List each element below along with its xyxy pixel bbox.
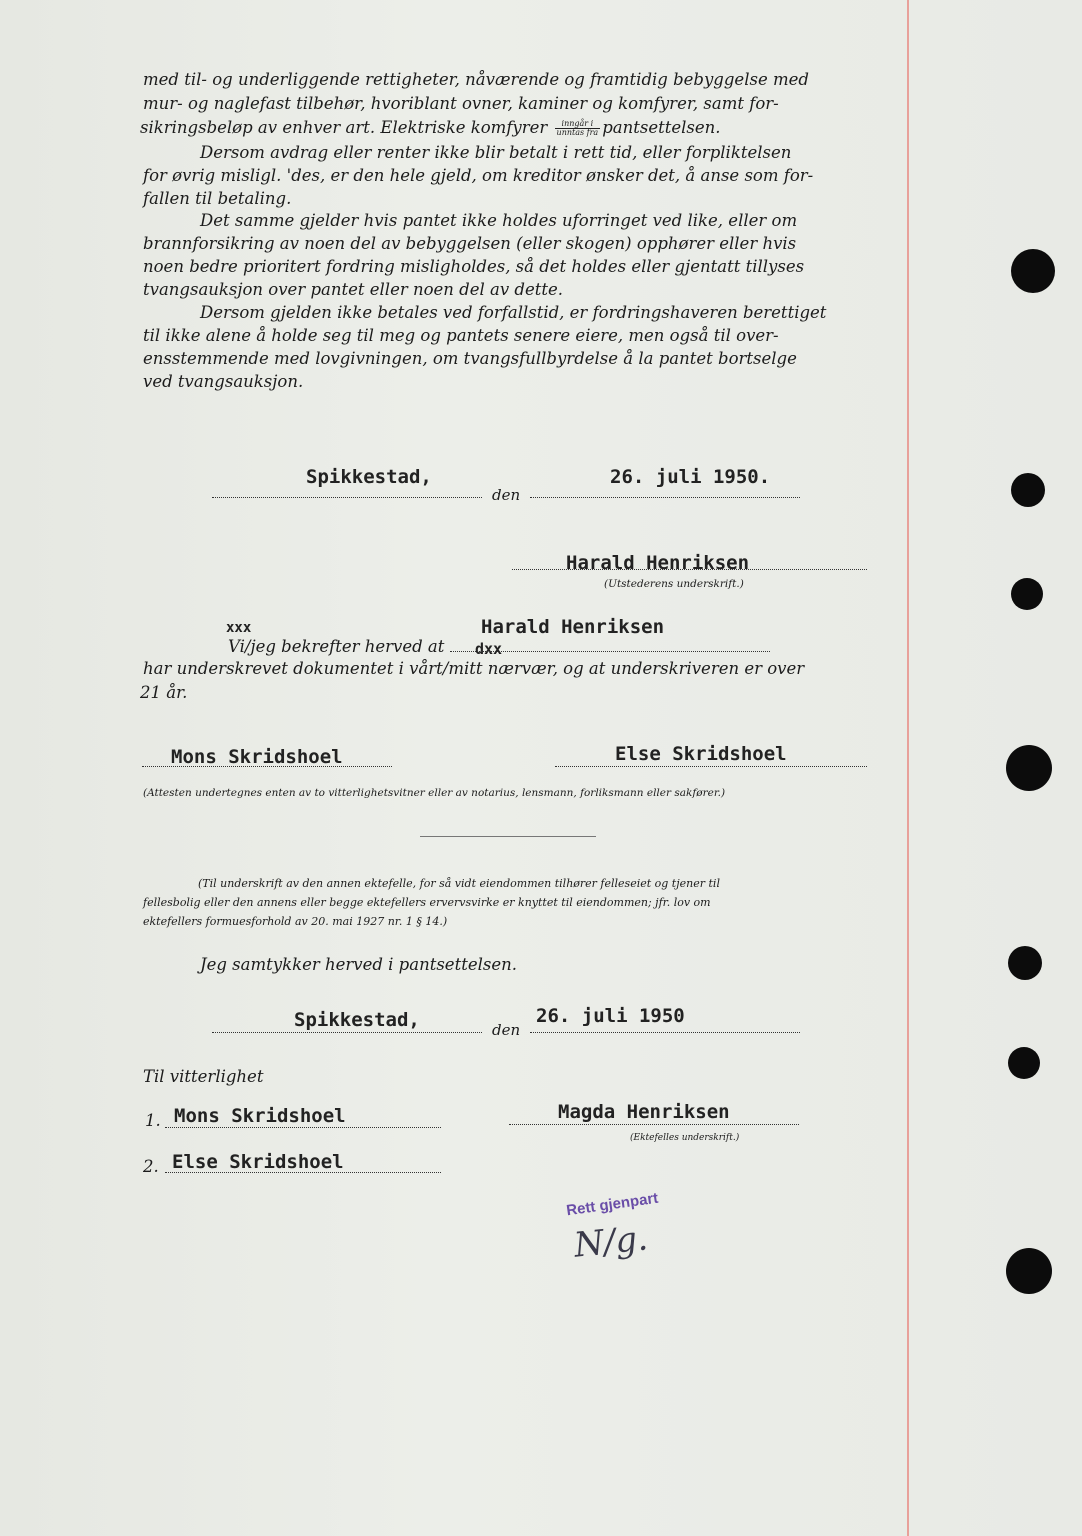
- witness-line: [142, 766, 392, 767]
- binder-hole-icon: [1008, 1047, 1040, 1079]
- spouse-signature-line: [509, 1124, 799, 1125]
- fraction-top: inngår i: [555, 120, 601, 129]
- body-line: ensstemmende med lovgivningen, om tvangsfullbyrdelse å la pantet bortselge: [143, 349, 797, 368]
- body-line-text: sikringsbeløp av enhver art. Elektriske komfyrer: [140, 118, 548, 137]
- place-field: Spikkestad,: [306, 466, 432, 488]
- confirm-text: har underskrevet dokumentet i vårt/mitt nærvær, og at underskriveren er over: [143, 659, 805, 678]
- binder-hole-icon: [1011, 249, 1055, 293]
- binder-hole-icon: [1006, 745, 1052, 791]
- confirm-dotted-line: [450, 651, 770, 652]
- spouse-note-line: ektefellers formuesforhold av 20. mai 1927 nr. 1 § 14.): [143, 915, 448, 928]
- handwritten-initials: N/g.: [572, 1218, 650, 1266]
- body-line: Det samme gjelder hvis pantet ikke holdes uforringet ved like, eller om: [200, 211, 798, 230]
- red-margin-line: [907, 0, 909, 1536]
- stamp-rett-gjenpart: Rett gjenpart: [565, 1189, 660, 1220]
- dxx-overtype: dxx: [475, 640, 503, 658]
- body-line: tvangsauksjon over pantet eller noen del av dette.: [143, 280, 564, 299]
- spouse-signature: Magda Henriksen: [558, 1101, 730, 1123]
- body-line: til ikke alene å holde seg til meg og pantets senere eiere, men også til over-: [143, 326, 779, 345]
- binder-hole-icon: [1008, 946, 1042, 980]
- body-line: ved tvangsauksjon.: [143, 372, 304, 391]
- attest-caption: (Attesten undertegnes enten av to vitterlighetsvitner eller av notarius, lensmann, forliksmann eller sakfører.): [143, 787, 726, 799]
- spouse-note-line: fellesbolig eller den annens eller begge ektefellers ervervsvirke er knyttet til eiendommen; jfr. lov om: [143, 896, 711, 909]
- witness-line: [165, 1172, 441, 1173]
- issuer-caption: (Utstederens underskrift.): [604, 578, 744, 590]
- body-line: for øvrig misligl. 'des, er den hele gjeld, om kreditor ønsker det, å anse som for-: [143, 166, 814, 185]
- binder-hole-icon: [1011, 578, 1043, 610]
- place-dotted-line: [212, 497, 482, 498]
- witness-line: [555, 766, 867, 767]
- witness-signature: Mons Skridshoel: [171, 746, 343, 768]
- den-label: den: [492, 486, 521, 504]
- date-dotted-line: [530, 497, 800, 498]
- xxx-overtype: xxx: [226, 620, 252, 636]
- witness-number: 2.: [143, 1157, 159, 1176]
- spouse-note-line: (Til underskrift av den annen ektefelle, for så vidt eiendommen tilhører felleseiet og tjener til: [198, 877, 720, 890]
- til-vitterlighet-label: Til vitterlighet: [143, 1067, 264, 1086]
- confirm-text: Vi/jeg bekrefter herved at: [228, 637, 445, 656]
- body-line: [140, 118, 721, 137]
- spouse-caption: (Ektefelles underskrift.): [630, 1133, 740, 1143]
- confirm-name: Harald Henriksen: [481, 616, 665, 638]
- fraction-choice: [555, 120, 601, 137]
- place-field: Spikkestad,: [294, 1009, 420, 1031]
- body-line: Dersom gjelden ikke betales ved forfallstid, er fordringshaveren berettiget: [200, 303, 827, 322]
- date-field: 26. juli 1950: [536, 1005, 685, 1027]
- confirm-text: 21 år.: [140, 683, 188, 702]
- body-line: Dersom avdrag eller renter ikke blir betalt i rett tid, eller forpliktelsen: [200, 143, 792, 162]
- issuer-signature-line: [512, 569, 867, 570]
- consent-text: Jeg samtykker herved i pantsettelsen.: [200, 955, 517, 974]
- witness-number: 1.: [145, 1111, 161, 1130]
- body-line-end: pantsettelsen.: [602, 118, 721, 137]
- witness-line: [165, 1127, 441, 1128]
- body-line: med til- og underliggende rettigheter, nåværende og framtidig bebyggelse med: [143, 70, 809, 89]
- witness-signature: Mons Skridshoel: [174, 1105, 346, 1127]
- den-label: den: [492, 1021, 521, 1039]
- issuer-signature: Harald Henriksen: [566, 552, 750, 574]
- date-dotted-line: [530, 1032, 800, 1033]
- binder-hole-icon: [1011, 473, 1045, 507]
- body-line: fallen til betaling.: [143, 189, 292, 208]
- witness-signature: Else Skridshoel: [172, 1151, 344, 1173]
- body-line: brannforsikring av noen del av bebyggelsen (eller skogen) opphører eller hvis: [143, 234, 797, 253]
- fraction-bottom: unntas fra: [556, 128, 599, 137]
- date-field: 26. juli 1950.: [610, 466, 771, 488]
- binder-hole-icon: [1006, 1248, 1052, 1294]
- witness-signature: Else Skridshoel: [615, 743, 787, 765]
- place-dotted-line: [212, 1032, 482, 1033]
- separator-line: [420, 836, 596, 837]
- body-line: mur- og naglefast tilbehør, hvoriblant ovner, kaminer og komfyrer, samt for-: [143, 94, 779, 113]
- body-line: noen bedre prioritert fordring misligholdes, så det holdes eller gjentatt tillyses: [143, 257, 805, 276]
